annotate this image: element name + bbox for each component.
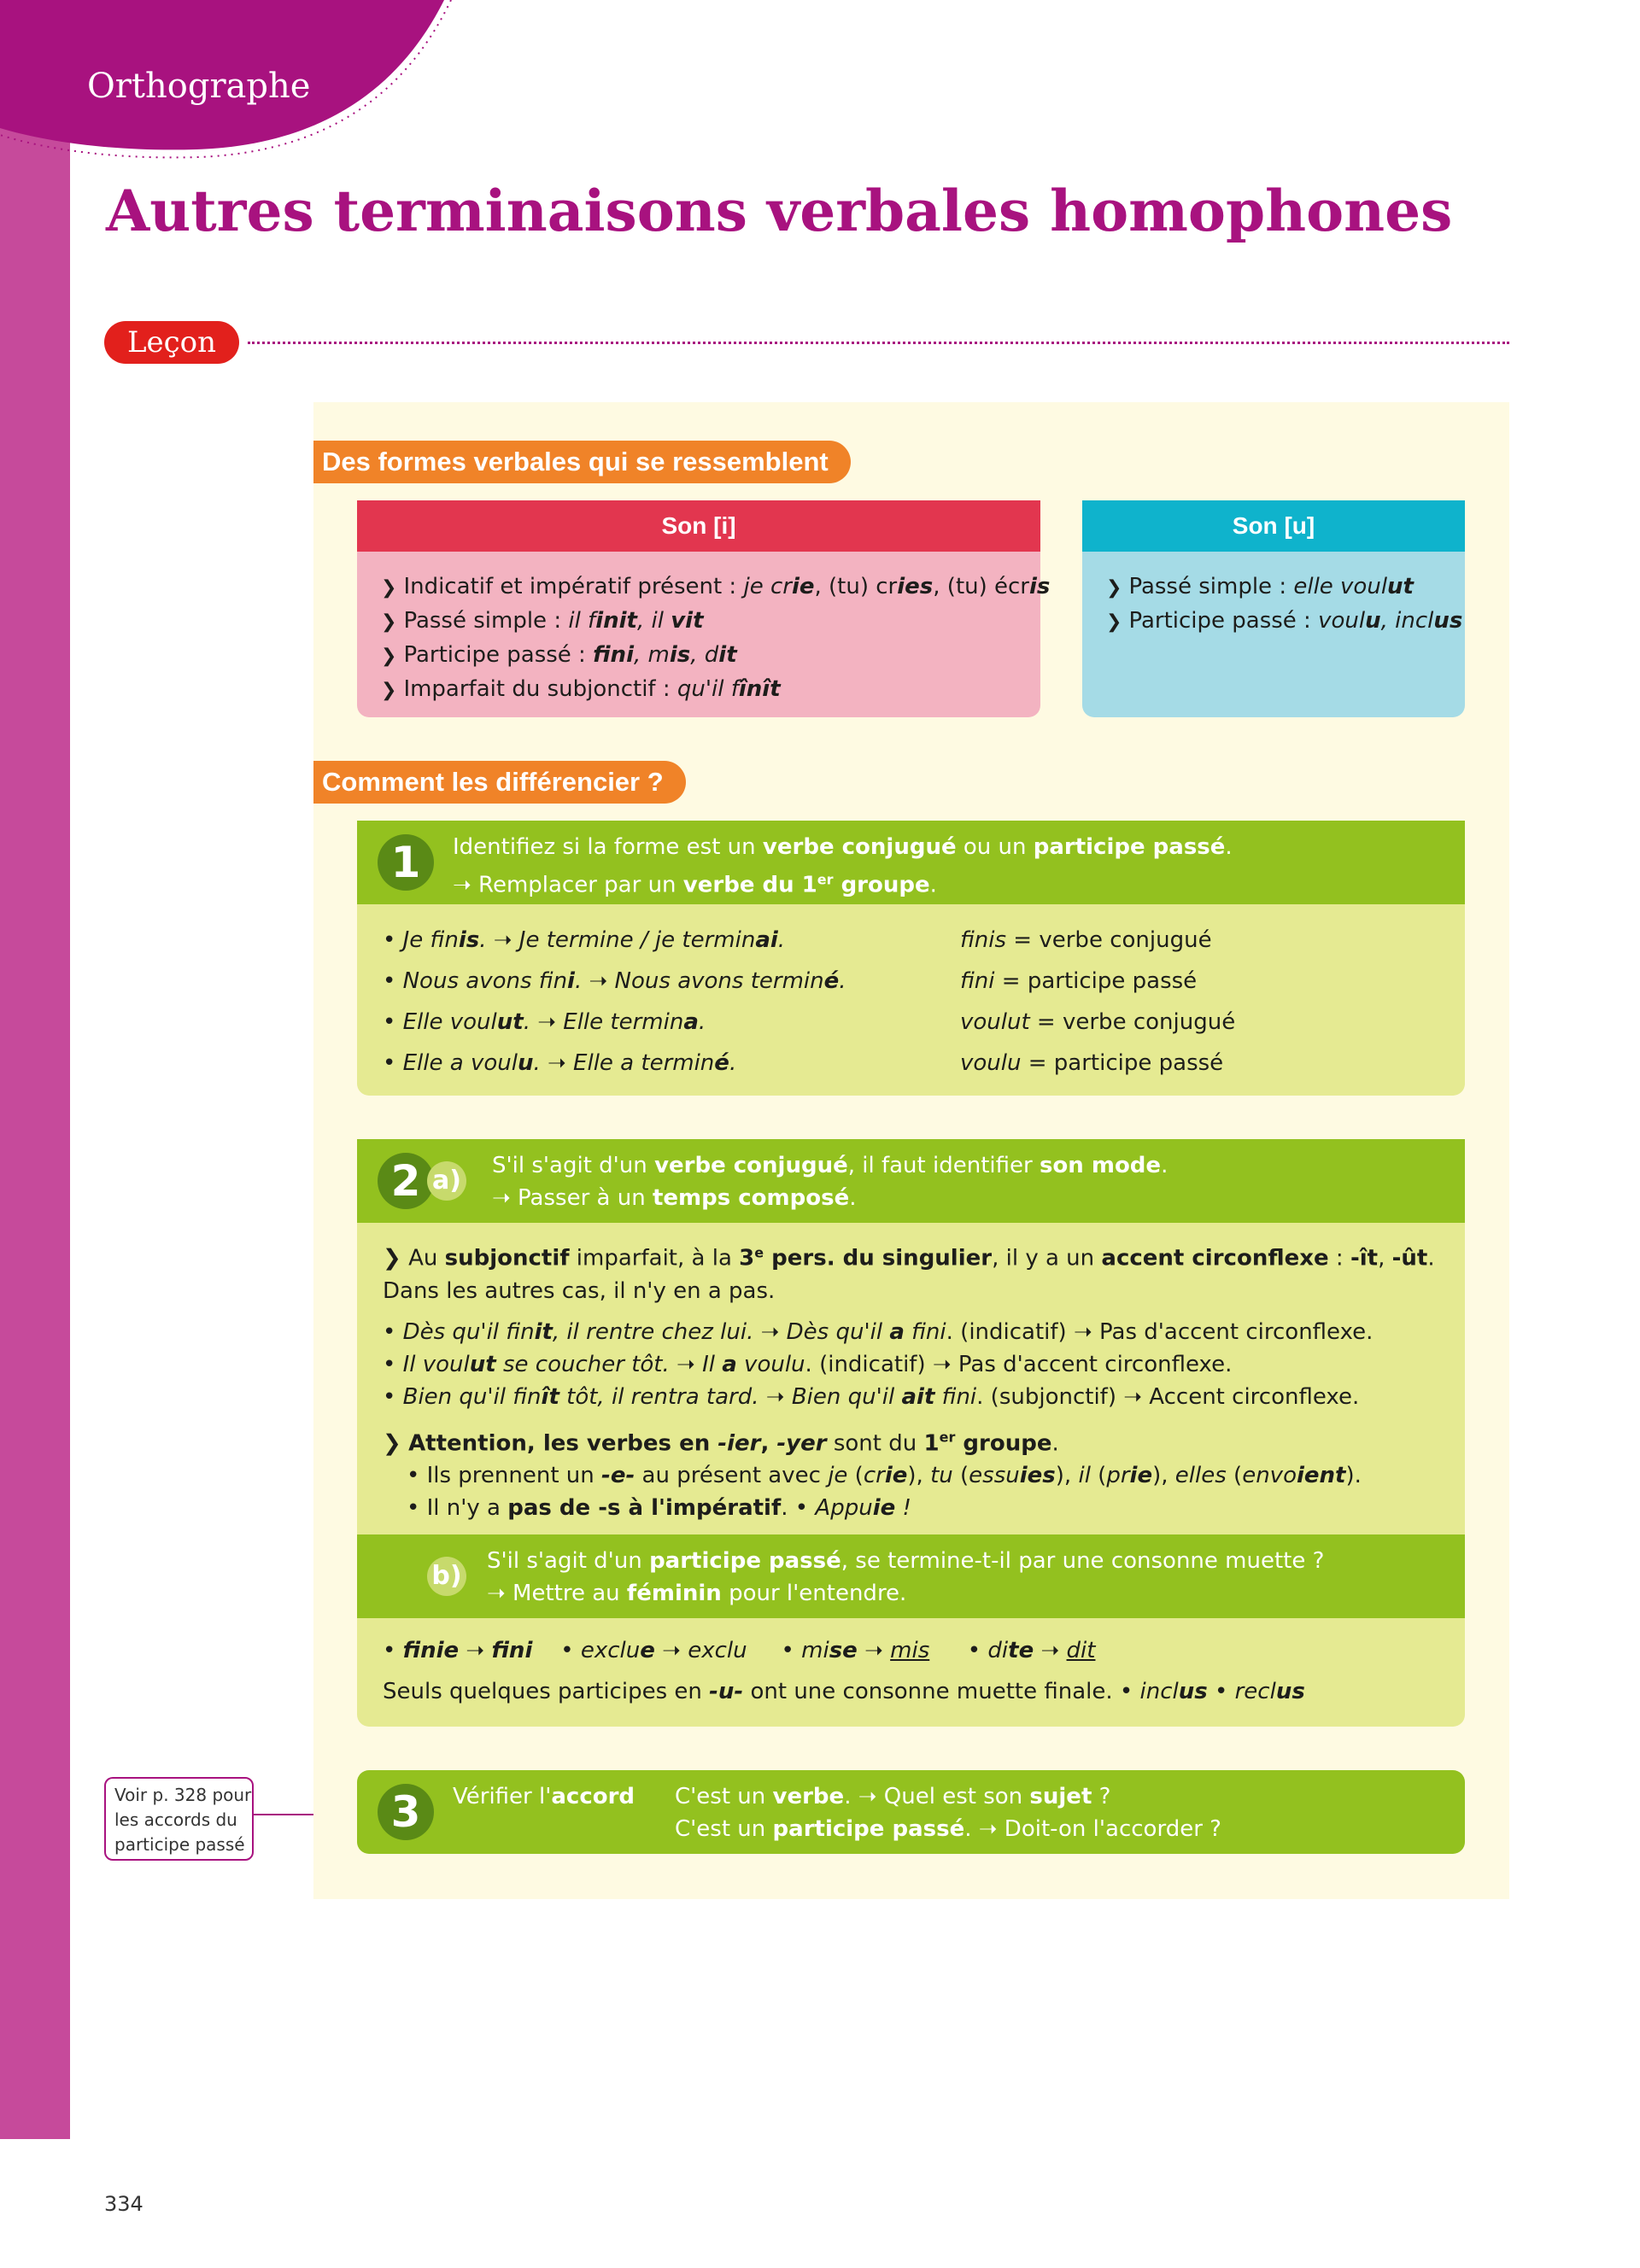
step-1-method: ➝ Remplacer par un verbe du 1er groupe.: [453, 871, 937, 898]
pair: • exclue ➝ exclu: [560, 1638, 747, 1664]
rule-subjonctif: ❯ Au subjonctif imparfait, à la 3e pers. du singulier, il y a un accent circonflexe : -ît, -ût.: [383, 1244, 1435, 1271]
example-row: • Elle voulut. ➝ Elle termina. voulut = verbe conjugué: [383, 1009, 1236, 1035]
step-1-header: [357, 821, 1465, 904]
step-2a-instruction: S'il s'agit d'un verbe conjugué, il faut identifier son mode.: [492, 1153, 1168, 1178]
son-u-item: ❯ Passé simple : elle voulut: [1106, 570, 1441, 605]
rule-ier-yer-imperative: • Il n'y a pas de -s à l'impératif. • Appuie !: [407, 1495, 911, 1522]
step-3-participle-check: C'est un participe passé. ➝ Doit-on l'accorder ?: [675, 1816, 1221, 1842]
son-i-item: ❯ Imparfait du subjonctif : qu'il fînît: [381, 673, 1016, 707]
example-line: • Dès qu'il finit, il rentre chez lui. ➝ Dès qu'il a fini. (indicatif) ➝ Pas d'accent circonflexe.: [383, 1318, 1374, 1345]
dotted-divider: [248, 342, 1509, 344]
pair: • dite ➝ dit: [967, 1638, 1096, 1664]
note-line: Voir p. 328 pour: [114, 1785, 252, 1805]
son-i-item: ❯ Participe passé : fini, mis, dit: [381, 639, 1016, 673]
step-2a-method: ➝ Passer à un temps composé.: [492, 1185, 857, 1211]
step-2b-header: [357, 1534, 1465, 1618]
rule-subjonctif-note: Dans les autres cas, il n'y en a pas.: [383, 1277, 776, 1304]
son-i-card: [357, 500, 1051, 717]
step-3-card: [357, 1770, 1465, 1854]
section-title: Orthographe: [87, 67, 311, 106]
step-1-instruction: Identifiez si la forme est un verbe conjugué ou un participe passé.: [453, 834, 1233, 860]
example-row: • Je finis. ➝ Je termine / je terminai. finis = verbe conjugué: [383, 927, 1212, 953]
step-2b-instruction: S'il s'agit d'un participe passé, se termine-t-il par une consonne muette ?: [487, 1548, 1325, 1575]
step-2b-method: ➝ Mettre au féminin pour l'entendre.: [487, 1581, 907, 1607]
step-2b-body: [357, 1618, 1465, 1724]
muted-consonant-note: Seuls quelques participes en -u- ont une consonne muette finale. • inclus • reclus: [383, 1679, 1305, 1705]
left-color-band: [0, 0, 70, 2139]
participle-pairs: [383, 1630, 1439, 1671]
step-1-examples: [357, 904, 1465, 1099]
example-row: • Elle a voulu. ➝ Elle a terminé. voulu = participe passé: [383, 1050, 1224, 1076]
heading-differentiate: Comment les différencier ?: [313, 761, 686, 804]
step-2a-body: [357, 1223, 1465, 1534]
step-3-number: 3: [378, 1784, 434, 1840]
step-1-number: 1: [378, 834, 434, 891]
note-line: les accords du: [114, 1809, 237, 1830]
step-3-checks: [675, 1780, 1221, 1845]
heading-similar-forms: Des formes verbales qui se ressemblent: [313, 441, 851, 483]
example-line: • Bien qu'il finît tôt, il rentra tard. ➝ Bien qu'il ait fini. (subjonctif) ➝ Accent circonflexe.: [383, 1383, 1360, 1410]
step-3-verb-check: C'est un verbe. ➝ Quel est son sujet ?: [675, 1784, 1111, 1809]
page-title: Autres terminaisons verbales homophones: [106, 178, 1453, 244]
pair: • mise ➝ mis: [781, 1638, 930, 1664]
step-2-number: 2: [378, 1153, 434, 1209]
cross-reference-note[interactable]: [104, 1777, 254, 1861]
step-2-card: [357, 1139, 1465, 1727]
step-2a-letter: a): [427, 1161, 466, 1201]
lesson-header: [104, 321, 1509, 364]
son-u-item: ❯ Participe passé : voulu, inclus: [1106, 605, 1441, 639]
son-i-title: Son [i]: [357, 500, 1040, 552]
son-i-item: ❯ Passé simple : il finit, il vit: [381, 605, 1016, 639]
son-i-list: [357, 552, 1051, 726]
step-2a-header: [357, 1139, 1465, 1223]
step-3-label: Vérifier l'accord: [453, 1784, 636, 1809]
son-u-title: Son [u]: [1082, 500, 1465, 552]
son-i-item: ❯ Indicatif et impératif présent : je crie, (tu) cries, (tu) écris: [381, 570, 1016, 605]
rule-ier-yer-present: • Ils prennent un -e- au présent avec je (crie), tu (essuies), il (prie), elles (envoient).: [407, 1463, 1362, 1489]
note-line: participe passé: [114, 1834, 245, 1855]
lesson-badge: Leçon: [104, 321, 239, 364]
note-connector-line: [254, 1814, 313, 1815]
page-number: 334: [104, 2192, 144, 2216]
pair: • finie ➝ fini: [383, 1638, 533, 1664]
son-u-list: [1082, 552, 1465, 658]
step-1-card: [357, 821, 1465, 1096]
rule-ier-yer: ❯ Attention, les verbes en -ier, -yer sont du 1er groupe.: [383, 1429, 1059, 1457]
example-line: • Il voulut se coucher tôt. ➝ Il a voulu. (indicatif) ➝ Pas d'accent circonflexe.: [383, 1351, 1233, 1377]
example-row: • Nous avons fini. ➝ Nous avons terminé. fini = participe passé: [383, 968, 1198, 994]
step-2b-letter: b): [427, 1557, 466, 1596]
son-u-card: [1082, 500, 1465, 717]
